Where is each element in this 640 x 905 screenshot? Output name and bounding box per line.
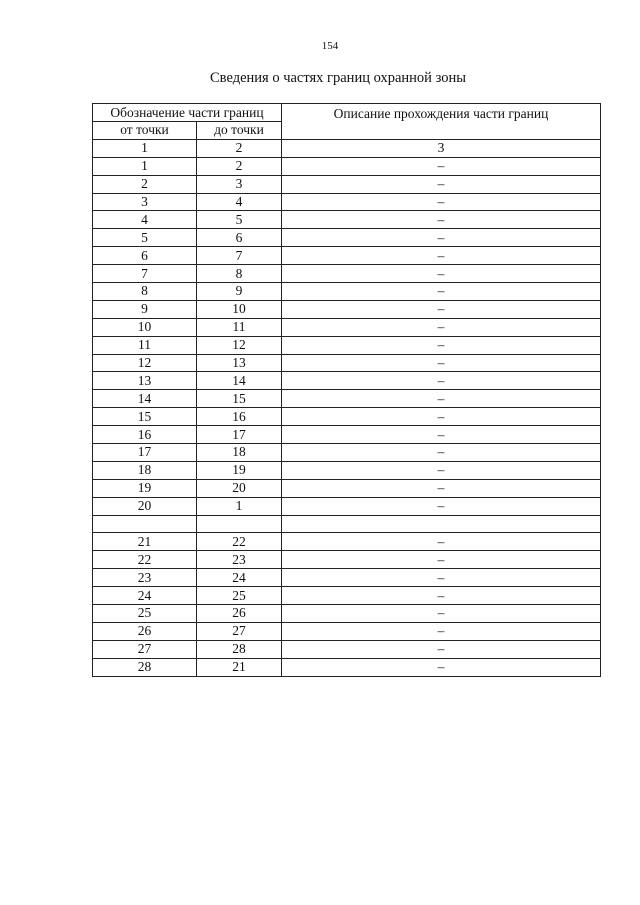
table-row	[93, 229, 601, 247]
to-point-cell: 5	[197, 211, 282, 229]
description-cell: –	[282, 605, 601, 623]
to-point-cell: 1	[197, 497, 282, 515]
table-row	[93, 461, 601, 479]
description-cell: –	[282, 569, 601, 587]
to-point-cell: 7	[197, 247, 282, 265]
table-row	[93, 426, 601, 444]
from-point-cell: 20	[93, 497, 197, 515]
from-point-cell: 9	[93, 300, 197, 318]
description-cell: –	[282, 265, 601, 283]
to-point-cell: 9	[197, 283, 282, 301]
from-point-cell: 13	[93, 372, 197, 390]
from-point-cell: 5	[93, 229, 197, 247]
description-cell: –	[282, 479, 601, 497]
to-point-cell	[197, 515, 282, 533]
table-row	[93, 479, 601, 497]
from-point-cell: 19	[93, 479, 197, 497]
from-point-cell: 17	[93, 444, 197, 462]
description-cell: –	[282, 318, 601, 336]
from-point-cell: 1	[93, 157, 197, 175]
to-point-cell: 21	[197, 658, 282, 676]
from-point-cell: 4	[93, 211, 197, 229]
from-point-cell: 11	[93, 336, 197, 354]
table-row	[93, 551, 601, 569]
table-row	[93, 658, 601, 676]
description-cell: –	[282, 283, 601, 301]
from-point-cell	[93, 515, 197, 533]
description-cell: –	[282, 390, 601, 408]
table-row	[93, 193, 601, 211]
description-cell: –	[282, 157, 601, 175]
to-point-cell: 15	[197, 390, 282, 408]
to-point-cell: 18	[197, 444, 282, 462]
description-cell: –	[282, 533, 601, 551]
description-cell: –	[282, 658, 601, 676]
to-point-cell: 20	[197, 479, 282, 497]
group-header: Обозначение части границ	[93, 104, 282, 122]
from-point-cell: 15	[93, 408, 197, 426]
boundary-table	[92, 103, 601, 677]
description-cell: –	[282, 211, 601, 229]
to-point-cell: 6	[197, 229, 282, 247]
from-point-header: от точки	[93, 122, 197, 140]
table-row	[93, 247, 601, 265]
to-point-cell: 28	[197, 640, 282, 658]
to-point-cell: 11	[197, 318, 282, 336]
to-point-cell: 23	[197, 551, 282, 569]
description-cell: –	[282, 497, 601, 515]
from-point-cell: 25	[93, 605, 197, 623]
to-point-cell: 16	[197, 408, 282, 426]
table-row	[93, 622, 601, 640]
from-point-cell: 8	[93, 283, 197, 301]
from-point-cell: 26	[93, 622, 197, 640]
table-row	[93, 283, 601, 301]
description-cell: –	[282, 587, 601, 605]
description-cell: –	[282, 229, 601, 247]
description-cell: –	[282, 426, 601, 444]
table-row	[93, 497, 601, 515]
description-cell: –	[282, 461, 601, 479]
description-cell: –	[282, 354, 601, 372]
from-point-cell: 3	[93, 193, 197, 211]
to-point-cell: 4	[197, 193, 282, 211]
table-header-row	[93, 104, 601, 122]
from-point-cell: 2	[93, 175, 197, 193]
description-cell: –	[282, 336, 601, 354]
description-cell: –	[282, 640, 601, 658]
table-row	[93, 605, 601, 623]
to-point-cell: 19	[197, 461, 282, 479]
description-cell: –	[282, 193, 601, 211]
from-point-cell: 16	[93, 426, 197, 444]
column-number-row	[93, 139, 601, 157]
description-cell: –	[282, 622, 601, 640]
from-point-cell: 21	[93, 533, 197, 551]
table-row	[93, 569, 601, 587]
table-row	[93, 354, 601, 372]
from-point-cell: 23	[93, 569, 197, 587]
description-cell: –	[282, 444, 601, 462]
table-row	[93, 157, 601, 175]
to-point-header: до точки	[197, 122, 282, 140]
to-point-cell: 3	[197, 175, 282, 193]
to-point-cell: 22	[197, 533, 282, 551]
description-header: Описание прохождения части границ	[282, 104, 601, 140]
to-point-cell: 14	[197, 372, 282, 390]
to-point-cell: 27	[197, 622, 282, 640]
description-cell: –	[282, 408, 601, 426]
to-point-cell: 13	[197, 354, 282, 372]
from-point-cell: 10	[93, 318, 197, 336]
table-row	[93, 265, 601, 283]
table-row	[93, 175, 601, 193]
from-point-cell: 14	[93, 390, 197, 408]
to-point-cell: 10	[197, 300, 282, 318]
from-point-cell: 22	[93, 551, 197, 569]
table-row	[93, 336, 601, 354]
from-point-cell: 18	[93, 461, 197, 479]
document-title: Сведения о частях границ охранной зоны	[210, 70, 466, 86]
description-cell: –	[282, 372, 601, 390]
table-row	[93, 640, 601, 658]
description-cell: –	[282, 300, 601, 318]
from-point-cell: 6	[93, 247, 197, 265]
table-row	[93, 444, 601, 462]
description-cell: –	[282, 175, 601, 193]
column-number-1: 1	[93, 139, 197, 157]
from-point-cell: 12	[93, 354, 197, 372]
to-point-cell: 2	[197, 157, 282, 175]
to-point-cell: 26	[197, 605, 282, 623]
table-row	[93, 318, 601, 336]
column-number-3: 3	[282, 139, 601, 157]
table-row	[93, 211, 601, 229]
page-number: 154	[321, 40, 339, 52]
description-cell	[282, 515, 601, 533]
to-point-cell: 8	[197, 265, 282, 283]
from-point-cell: 27	[93, 640, 197, 658]
table-row	[93, 533, 601, 551]
from-point-cell: 28	[93, 658, 197, 676]
column-number-2: 2	[197, 139, 282, 157]
from-point-cell: 24	[93, 587, 197, 605]
to-point-cell: 25	[197, 587, 282, 605]
to-point-cell: 24	[197, 569, 282, 587]
to-point-cell: 17	[197, 426, 282, 444]
table-row	[93, 300, 601, 318]
to-point-cell: 12	[197, 336, 282, 354]
table-row	[93, 408, 601, 426]
table-row	[93, 515, 601, 533]
table-row	[93, 587, 601, 605]
from-point-cell: 7	[93, 265, 197, 283]
description-cell: –	[282, 551, 601, 569]
table-body	[93, 157, 601, 676]
description-cell: –	[282, 247, 601, 265]
table-row	[93, 390, 601, 408]
table-row	[93, 372, 601, 390]
